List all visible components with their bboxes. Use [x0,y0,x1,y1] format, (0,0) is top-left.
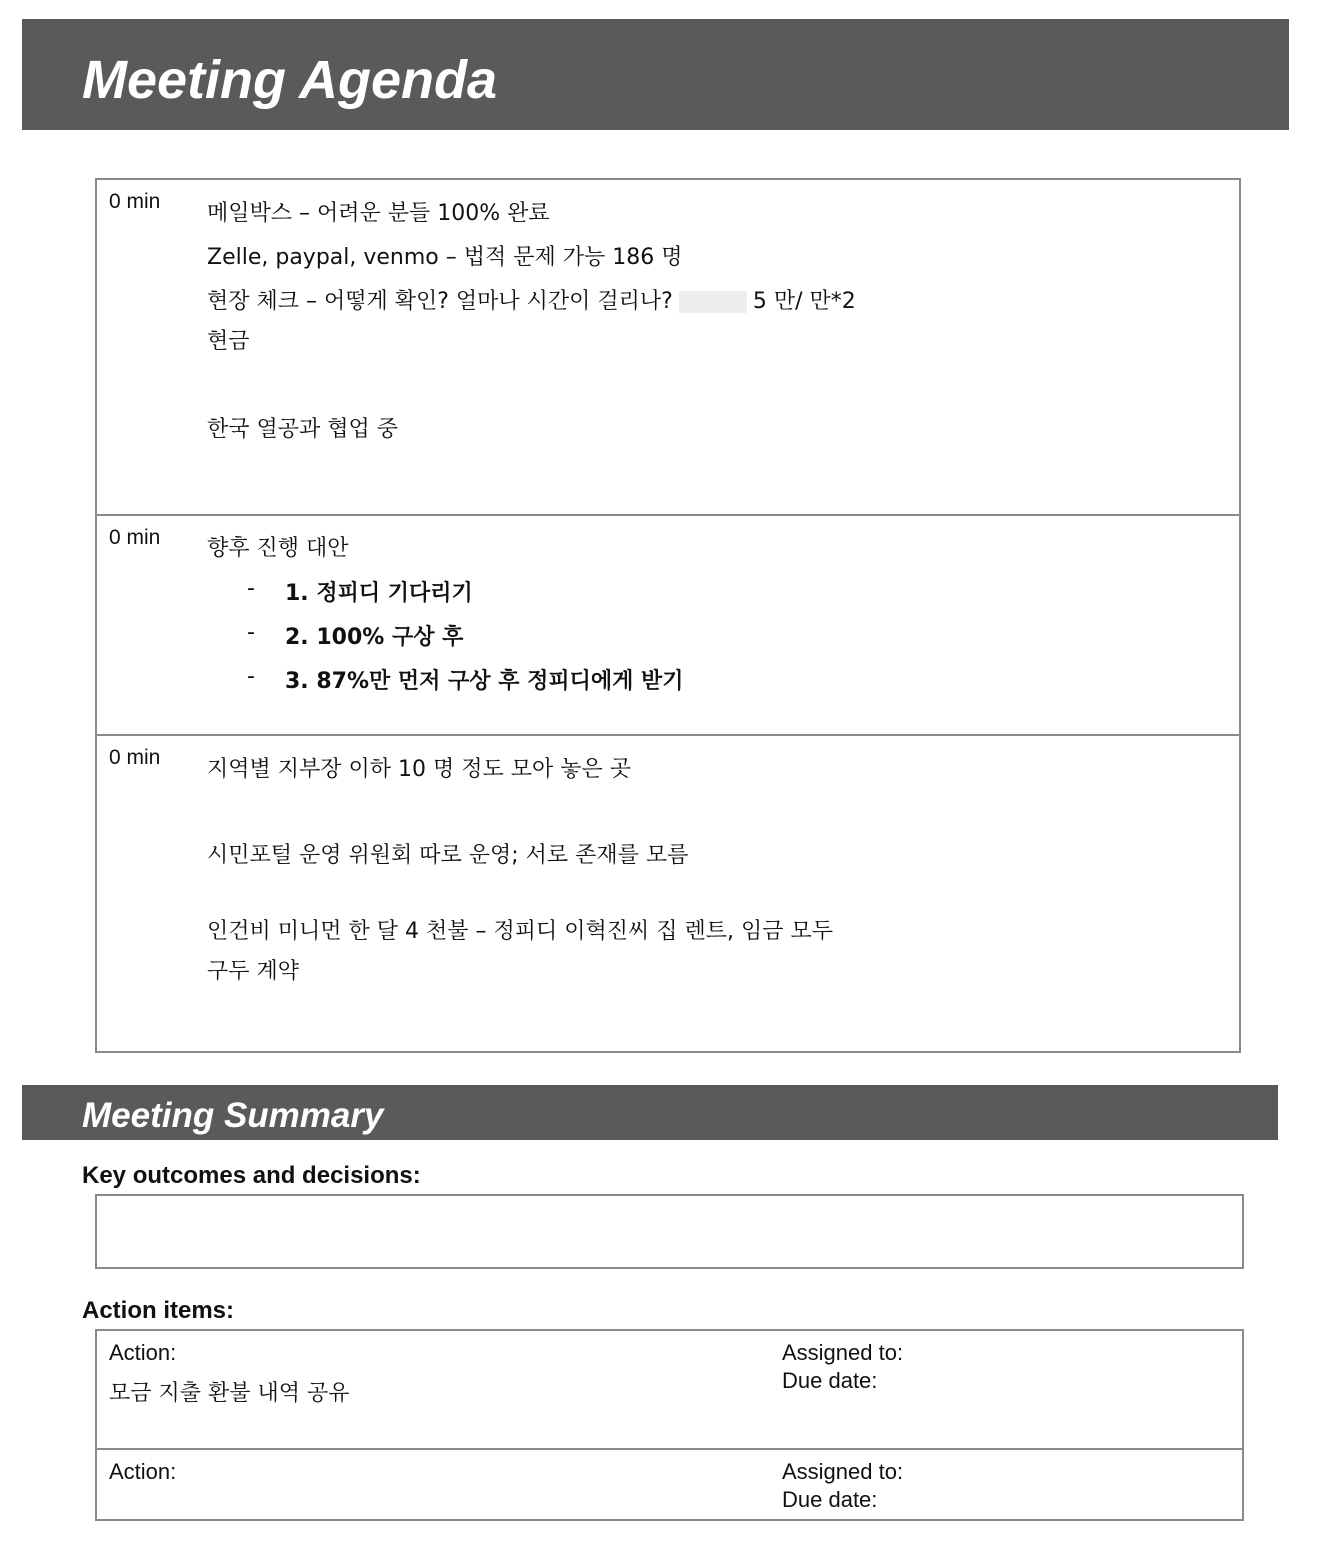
agenda-line: 현금 [207,329,250,354]
agenda-time: 0 min [109,190,161,213]
agenda-line-text: 현장 체크 – 어떻게 확인? 얼마나 시간이 걸리나? [207,289,673,314]
bullet-dash: - [247,620,255,645]
agenda-line: 구두 계약 [207,959,300,984]
agenda-line: Zelle, paypal, venmo – 법적 문제 가능 186 명 [207,245,683,270]
agenda-row [97,180,1239,514]
action-label: Action: [109,1340,177,1365]
action-items-table [95,1329,1244,1521]
due-date-label: Due date: [782,1368,878,1393]
agenda-line [207,284,856,315]
agenda-time: 0 min [109,526,161,549]
agenda-line: 시민포털 운영 위원회 따로 운영; 서로 존재를 모름 [207,843,689,868]
bullet-dash: - [247,664,255,689]
agenda-line: 메일박스 – 어려운 분들 100% 완료 [207,201,550,226]
agenda-line-text: 5 만/ 만*2 [752,289,856,314]
bullet-item: 3. 87%만 먼저 구상 후 정피디에게 받기 [285,669,684,694]
redaction-block [679,291,747,313]
assigned-to-label: Assigned to: [782,1340,904,1365]
due-date-label: Due date: [782,1487,878,1512]
action-text: 모금 지출 환불 내역 공유 [109,1381,350,1406]
agenda-row [97,514,1239,736]
key-outcomes-label: Key outcomes and decisions: [82,1162,421,1189]
key-outcomes-field[interactable] [95,1194,1244,1269]
summary-header [22,1085,1278,1140]
agenda-line: 지역별 지부장 이하 10 명 정도 모아 놓은 곳 [207,757,631,782]
action-items-label: Action items: [82,1297,235,1324]
agenda-row [97,734,1239,1053]
assigned-to-label: Assigned to: [782,1459,904,1484]
summary-title: Meeting Summary [82,1096,384,1135]
action-row[interactable] [97,1331,1242,1448]
bullet-dash: - [247,576,255,601]
agenda-line: 한국 열공과 협업 중 [207,417,398,442]
agenda-line: 향후 진행 대안 [207,536,349,561]
bullet-item: 1. 정피디 기다리기 [285,581,473,606]
action-row[interactable] [97,1448,1242,1521]
agenda-title: Meeting Agenda [82,50,498,110]
agenda-time: 0 min [109,746,161,769]
agenda-table [95,178,1241,1053]
agenda-header [22,19,1289,130]
action-label: Action: [109,1459,177,1484]
bullet-item: 2. 100% 구상 후 [285,625,464,650]
agenda-line: 인건비 미니먼 한 달 4 천불 – 정피디 이혁진씨 집 렌트, 임금 모두 [207,919,833,944]
